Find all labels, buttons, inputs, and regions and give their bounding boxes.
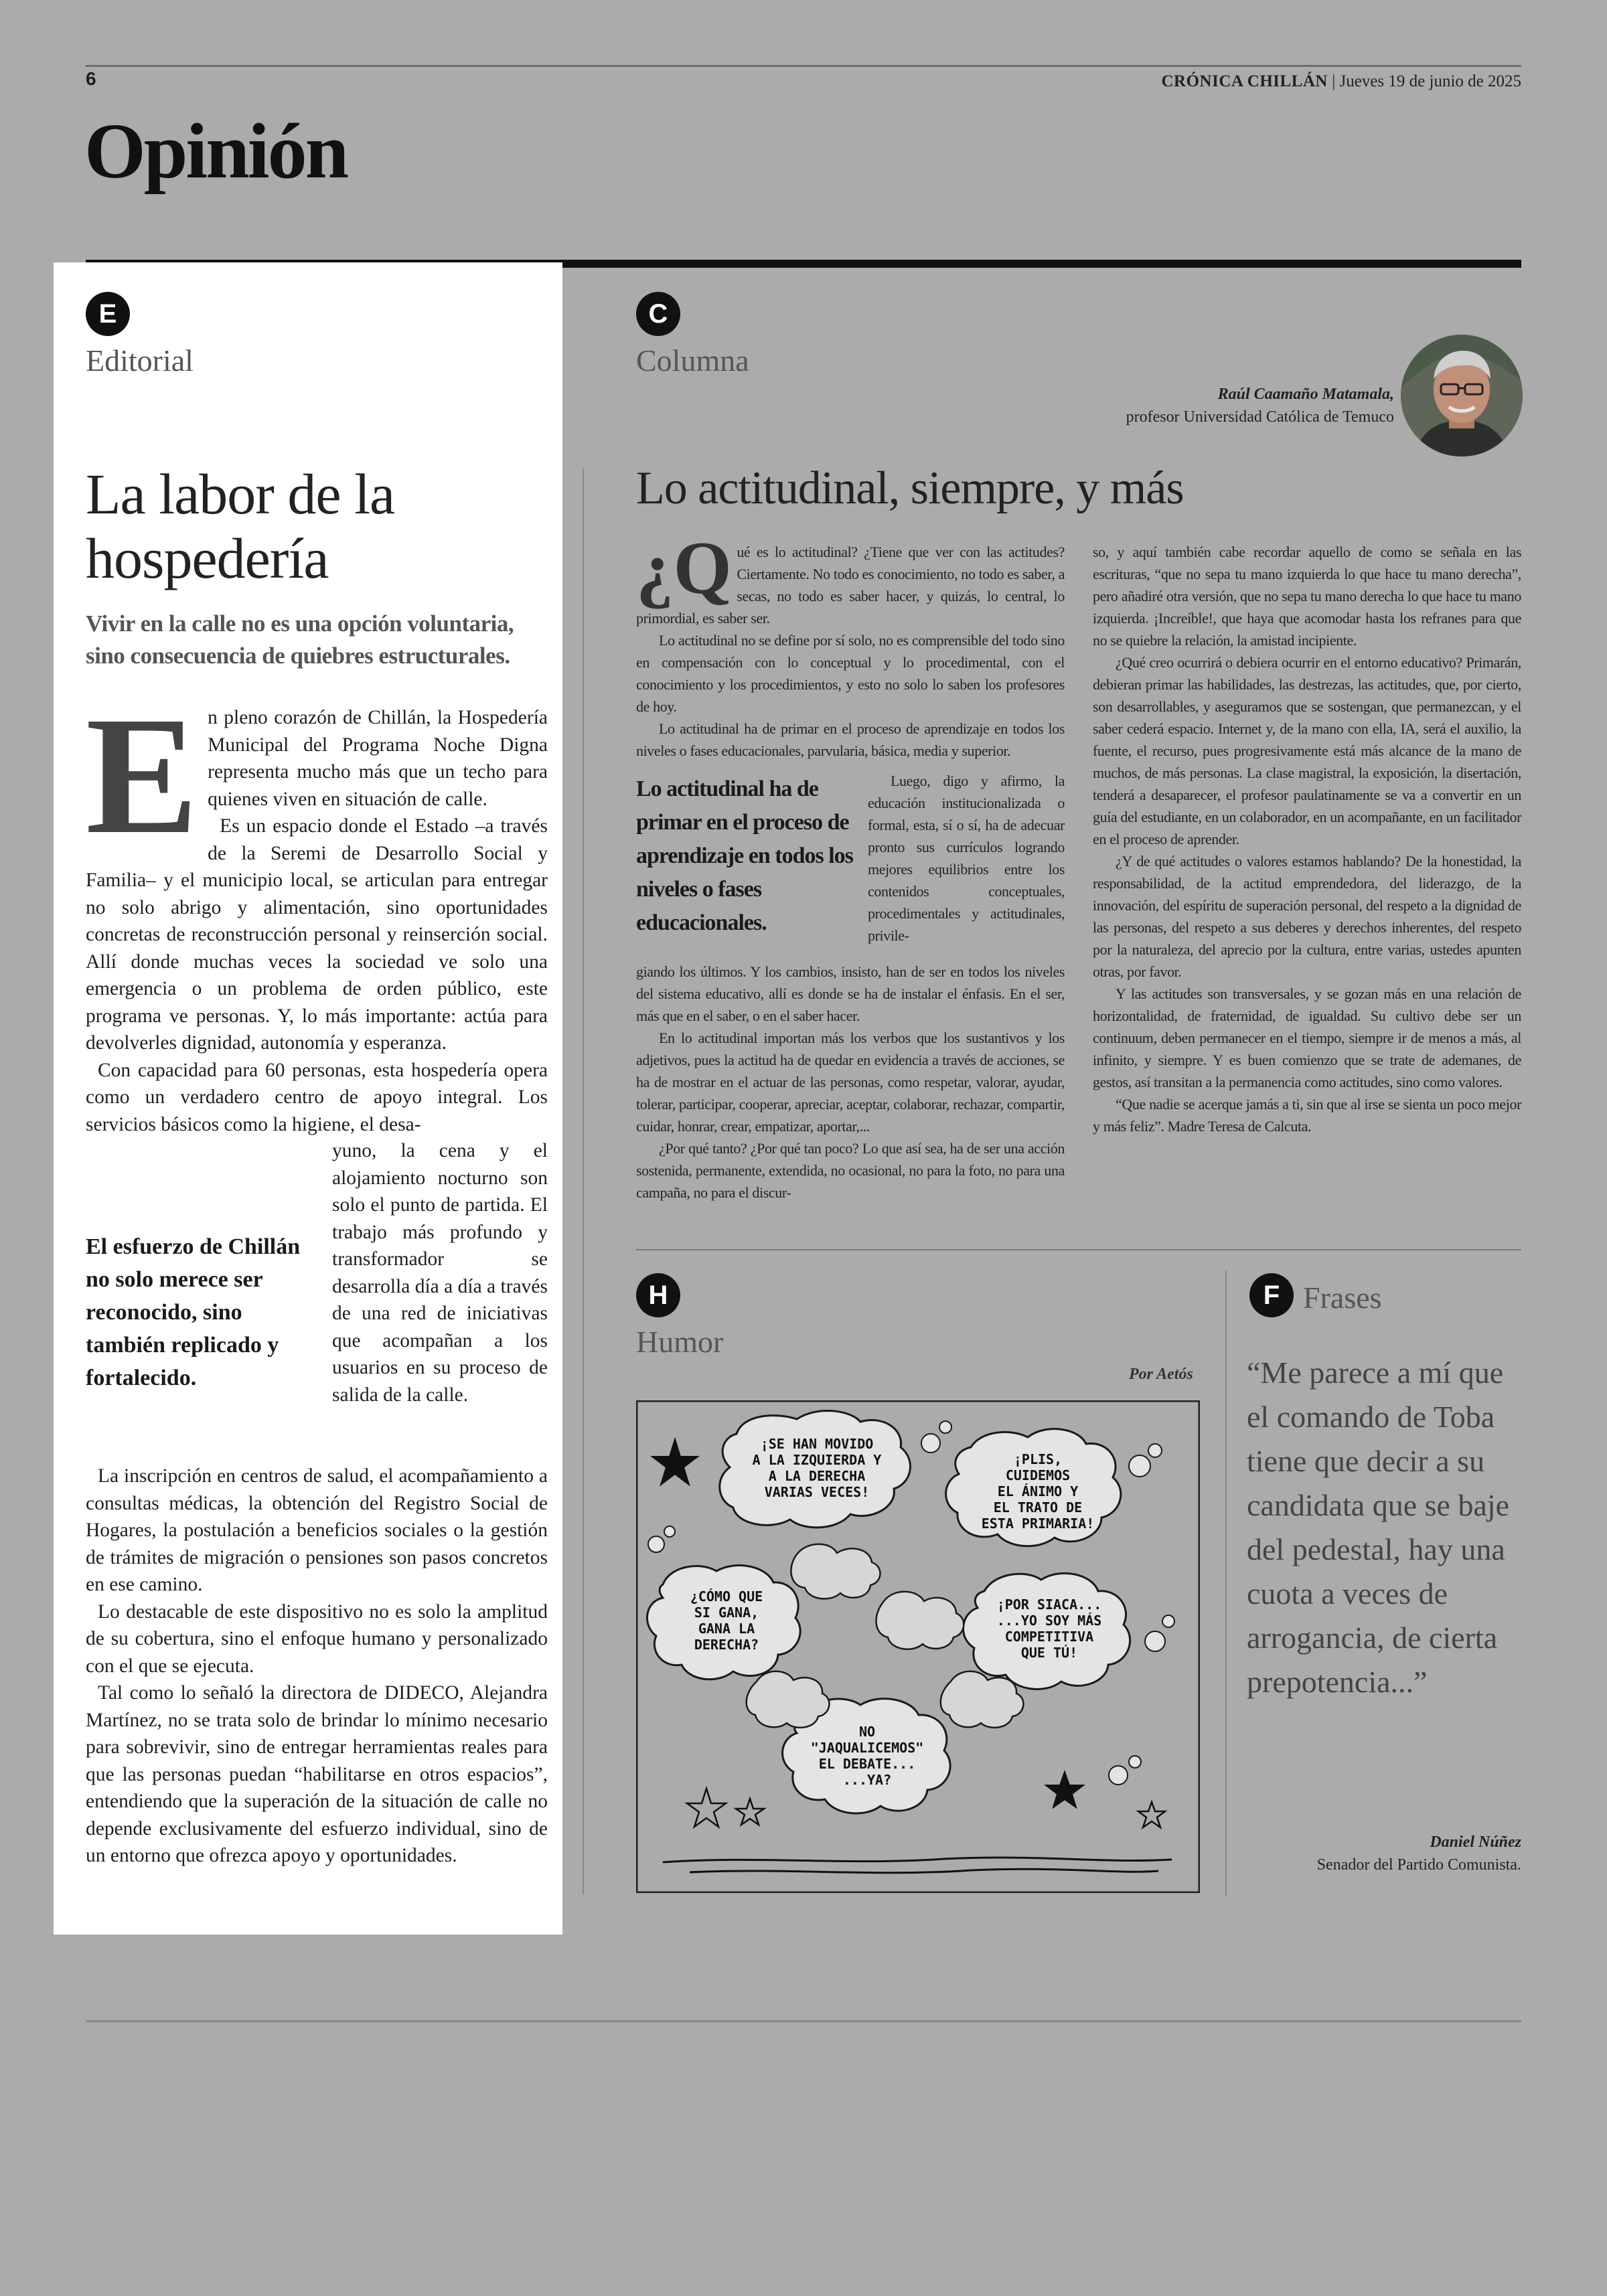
columna-body-col1-bottom: [636, 961, 1065, 1204]
editorial-body-top: [86, 681, 548, 1138]
editorial-paragraph: Lo destacable de este dispositivo no es solo la amplitud de su cobertura, sino el enfoque humano y personalizado con el que se ejecuta.: [86, 1601, 548, 1677]
editorial-pullquote: El esfuerzo de Chillán no solo merece ser reconocido, sino también replicado y fortalecido.: [86, 1234, 301, 1390]
frases-quote: “Me parece a mí que el comando de Toba tiene que decir a su candidata que se baje del pedestal, hay una cuota a veces de arrogancia, de cierta prepotencia...”: [1247, 1356, 1510, 1699]
publication-date: Jueves 19 de junio de 2025: [1339, 72, 1521, 90]
editorial-paragraph: Con capacidad para 60 personas, esta hospedería opera como un verdadero centro de apoyo integral. Los servicios básicos como la higiene, el desa-: [86, 1059, 548, 1135]
column-divider: [1225, 1270, 1227, 1896]
editorial-deck: Vivir en la calle no es una opción voluntaria, sino consecuencia de quiebres estructurales.: [86, 610, 514, 669]
frases-author-role: Senador del Partido Comunista.: [1316, 1856, 1521, 1874]
column-divider: [583, 469, 584, 1894]
avatar: [1401, 335, 1523, 457]
editorial-paragraph: n pleno corazón de Chillán, la Hospedería Municipal del Programa Noche Digna representa mucho más que un techo para quienes viven en situación de calle.: [208, 707, 548, 810]
humor-cartoon: [636, 1400, 1200, 1893]
bubble-5-line: NO: [858, 1724, 876, 1740]
bubble-2-line: ESTA PRIMARIA!: [981, 1515, 1095, 1532]
bubble-3-line: DERECHA?: [694, 1637, 759, 1653]
frases-kicker: Frases: [1303, 1281, 1382, 1315]
columna-body-col1-top: [636, 527, 1065, 762]
page-number: 6: [86, 68, 96, 89]
bubble-1-line: VARIAS VECES!: [764, 1484, 870, 1500]
editorial-badge: E: [86, 292, 130, 336]
columna-paragraph: “Que nadie se acerque jamás a ti, sin que al irse se sienta un poco mejor y más feliz”. Madre Teresa de Calcuta.: [1093, 1096, 1521, 1135]
editorial-headline: La labor de la hospedería: [86, 462, 395, 590]
publication-name: CRÓNICA CHILLÁN: [1161, 72, 1328, 90]
bubble-5-line: ...YA?: [842, 1772, 892, 1788]
bubble-3-line: SI GANA,: [694, 1605, 759, 1621]
columna-paragraph: Lo actitudinal no se define por sí solo, no es comprensible del todo sino en compensación con lo conceptual y lo procedimental, con el conocimiento y los procedimientos, y esto no solo lo saben los profesores de hoy.: [636, 632, 1065, 715]
editorial-paragraph: Tal como lo señaló la directora de DIDECO, Alejandra Martínez, no se trata solo de brindar lo mínimo necesario para sobrevivir, sino de entregar herramientas reales para que las personas puedan “habilitarse en otros espacios”, entendiendo que la superación de la situación de calle no depende exclusivamente del esfuerzo individual, sino de un entorno que ofrezca apoyo y oportunidades.: [86, 1682, 548, 1866]
author-role: profesor Universidad Católica de Temuco: [1126, 408, 1394, 426]
columna-paragraph: ¿Por qué tanto? ¿Por qué tan poco? Lo que así sea, ha de ser una acción sostenida, permanente, extendida, no ocasional, no para la foto, no para una campaña, no para el discur-: [636, 1140, 1065, 1201]
columna-kicker: Columna: [636, 343, 749, 378]
editorial-paragraph: La inscripción en centros de salud, el acompañamiento a consultas médicas, la obtención del Registro Social de Hogares, la postulación a beneficios sociales o la gestión de trámites de migración o pensiones son pasos concretos en ese camino.: [86, 1465, 548, 1595]
columna-paragraph: ¿Y de qué actitudes o valores estamos hablando? De la honestidad, la responsabilidad, de la actitud emprendedora, del liderazgo, de la innovación, del espíritu de superación personal, del respeto a la dignidad de las personas, del respeto a sus deberes y derechos inherentes, del respeto por la naturaleza, del aprecio por la cultura, entre varias, ustedes apunten otras, por favor.: [1093, 853, 1521, 980]
columna-paragraph: so, y aquí también cabe recordar aquello de como se señala en las escrituras, “que no sepa tu mano izquierda lo que hace tu mano derecha”, pero añadiré otra versión, que no sepa tu mano derecha lo que hace tu mano izquierda. ¡Increíble!, que haya que acomodar hasta los refranes para que no se quiebre la relación, la amistad incipiente.: [1093, 544, 1521, 649]
columna-body-col2: [1093, 541, 1521, 1137]
frases-badge: F: [1249, 1273, 1294, 1317]
section-divider: [636, 1249, 1521, 1250]
section-title: Opinión: [84, 107, 348, 195]
columna-paragraph: giando los últimos. Y los cambios, insisto, han de ser en todos los niveles del sistema educativo, allí es donde se ha de instalar el énfasis. En el ser, más que en el saber, o en el saber hacer.: [636, 963, 1065, 1024]
editorial-paragraph: Es un espacio donde el Estado –a través de la Seremi de Desarrollo Social y Familia– y el municipio local, se articulan para entregar no solo abrigo y alimentación, sino oportunidades concretas de reconstrucción personal y reinserción social. Allí donde muchas veces la sociedad ve solo una emergencia o un problema de orden público, este programa ve personas. Y, lo más importante: actúa para devolverles dignidad, autonomía y esperanza.: [86, 815, 548, 1054]
bubble-1-line: A LA IZQUIERDA Y: [752, 1452, 882, 1468]
bubble-2-line: EL ÁNIMO Y: [997, 1483, 1079, 1499]
columna-badge: C: [636, 292, 680, 336]
bubble-5-line: "JAQUALICEMOS": [810, 1740, 924, 1756]
bubble-2-line: EL TRATO DE: [993, 1499, 1083, 1515]
editorial-paragraph: yuno, la cena y el alojamiento nocturno son solo el punto de partida. El trabajo más profundo y transformador se desarrolla día a día a través de una red de iniciativas que acompañan a los usuarios en su proceso de salida de la calle.: [332, 1140, 548, 1406]
columna-paragraph: Luego, digo y afirmo, la educación institucionalizada o formal, esta, sí o sí, ha de adecuar pronto sus currículos logrando mejores equilibrios entre los contenidos conceptuales, procedimentales y actitudinales, privile-: [868, 772, 1065, 944]
top-rule: [86, 65, 1521, 67]
humor-badge: H: [636, 1273, 680, 1317]
humor-kicker: Humor: [636, 1325, 724, 1359]
bubble-4-line: ¡POR SIACA...: [996, 1596, 1102, 1613]
editorial-kicker: Editorial: [86, 343, 194, 378]
columna-paragraph: ¿Qué creo ocurrirá o debiera ocurrir en el entorno educativo? Primarán, debieran primar las habilidades, las destrezas, las actitudes, que, por cierto, son desarrollables, y aseguramos que se sostengan, que permanezcan, y el saber cederá espacio. Internet y, de la mano con ella, IA, será el auxilio, la fuente, el recurso, pues progresivamente está más alcance de la mano de muchos, de más personas. La clase magistral, la exposición, la disertación, tenderá a desaparecer, el profesor paulatinamente se va a convertir en un guía del estudiante, en un colaborador, en un acompañante, en un facilitador en el proceso de aprender.: [1093, 654, 1521, 847]
bubble-4-line: COMPETITIVA: [1004, 1629, 1094, 1645]
bottom-rule: [86, 2020, 1521, 2022]
columna-headline: Lo actitudinal, siempre, y más: [636, 463, 1184, 514]
bubble-5-line: EL DEBATE...: [818, 1756, 916, 1772]
bubble-3-line: GANA LA: [698, 1621, 755, 1637]
bubble-1-line: A LA DERECHA: [768, 1468, 866, 1484]
editorial-body-narrow: [332, 1137, 548, 1408]
columna-paragraph: ué es lo actitudinal? ¿Tiene que ver con las actitudes? Ciertamente. No todo es conocimiento, no todo es saber, a secas, no todo es saber hacer, y quizás, lo central, lo primordial, es saber ser.: [636, 544, 1065, 627]
bubble-1-line: ¡SE HAN MOVIDO: [760, 1436, 874, 1452]
editorial-body-bottom: [86, 1463, 548, 1870]
columna-paragraph: Y las actitudes son transversales, y se gozan más en una relación de horizontalidad, de fraternidad, de igualdad. Su cultivo debe ser un continuum, deben permanecer en el tiempo, siempre ir de menos a más, al infinito, y siempre. Y es buen comienzo que se trate de ademanes, de gestos, así transitan a la permanencia como actitudes, sino como valores.: [1093, 985, 1521, 1090]
author-portrait-icon: [1401, 335, 1523, 457]
frases-author: [1317, 1831, 1521, 1876]
masthead: CRÓNICA CHILLÁN | Jueves 19 de junio de 2025: [1161, 72, 1521, 90]
bubble-4-line: ...YO SOY MÁS: [996, 1613, 1102, 1629]
bubble-3-line: ¿CÓMO QUE: [690, 1588, 763, 1605]
columna-body-narrow: [868, 770, 1065, 947]
humor-credit: Por Aetós: [1129, 1366, 1193, 1383]
editorial-dropcap: E: [86, 681, 199, 869]
bubble-2-line: CUIDEMOS: [1005, 1467, 1071, 1483]
bubble-2-line: ¡PLIS,: [1013, 1451, 1063, 1467]
columna-paragraph: En lo actitudinal importan más los verbos que los sustantivos y los adjetivos, pues la actitud ha de quedar en evidencia a través de acciones, se ha de mostrar en el actuar de las personas, como respetar, valorar, ayudar, tolerar, participar, cooperar, apreciar, aceptar, colaborar, rechazar, compartir, cuidar, honrar, crear, empatizar, aportar,...: [636, 1030, 1065, 1135]
columna-author: [1126, 383, 1394, 428]
author-name: Raúl Caamaño Matamala,: [1217, 386, 1394, 403]
columna-pullquote: Lo actitudinal ha de primar en el proceso de aprendizaje en todos los niveles o fases educacionales.: [636, 776, 853, 935]
columna-dropcap: ¿Q: [636, 527, 732, 610]
frases-author-name: Daniel Núñez: [1430, 1833, 1521, 1851]
bubble-4-line: QUE TÚ!: [1020, 1645, 1078, 1661]
columna-paragraph: Lo actitudinal ha de primar en el proceso de aprendizaje en todos los niveles o fases educacionales, parvularia, básica, media y superior.: [636, 720, 1065, 759]
